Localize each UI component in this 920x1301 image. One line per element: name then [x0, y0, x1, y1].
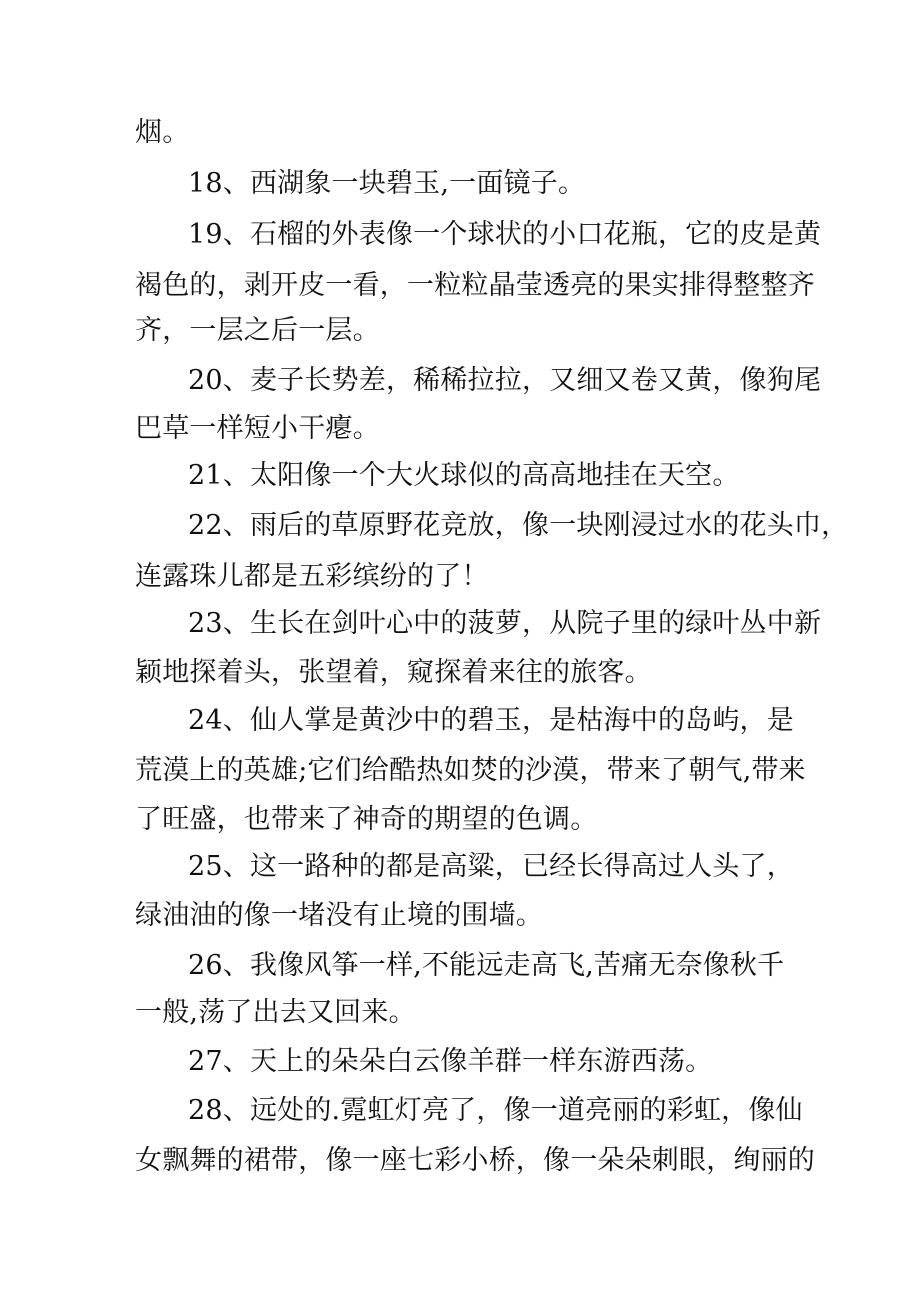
text-line: 22、雨后的草原野花竞放，像一块刚浸过水的花头巾， — [188, 510, 849, 541]
text-line: 25、这一路种的都是高粱，已经长得高过人头了， — [188, 851, 794, 882]
text-line: 绿油油的像一堵没有止境的围墙。 — [135, 900, 543, 931]
text-line: 荒漠上的英雄;它们给酷热如焚的沙漠，带来了朝气,带来 — [135, 755, 806, 786]
text-line: 23、生长在剑叶心中的菠萝，从院子里的绿叶丛中新 — [188, 608, 822, 639]
text-line: 齐，一层之后一层。 — [135, 315, 380, 346]
text-line: 26、我像风筝一样,不能远走高飞,苦痛无奈像秋千 — [188, 950, 785, 981]
text-line: 颖地探着头，张望着，窥探着来往的旅客。 — [135, 657, 652, 688]
text-line: 28、远处的.霓虹灯亮了，像一道亮丽的彩虹，像仙 — [188, 1095, 803, 1126]
text-line: 20、麦子长势差，稀稀拉拉，又细又卷又黄，像狗尾 — [188, 365, 822, 396]
text-line: 连露珠儿都是五彩缤纷的了！ — [135, 561, 489, 592]
text-line: 21、太阳像一个大火球似的高高地挂在天空。 — [188, 460, 740, 491]
text-line: 24、仙人掌是黄沙中的碧玉，是枯海中的岛屿，是 — [188, 705, 794, 736]
text-line: 18、西湖象一块碧玉,一面镜子。 — [188, 168, 586, 199]
text-line: 烟。 — [135, 117, 190, 148]
text-line: 褐色的，剥开皮一看，一粒粒晶莹透亮的果实排得整整齐 — [135, 270, 815, 301]
text-line: 27、天上的朵朵白云像羊群一样东游西荡。 — [188, 1046, 713, 1077]
text-line: 女飘舞的裙带，像一座七彩小桥，像一朵朵刺眼，绚丽的 — [135, 1145, 815, 1176]
text-line: 巴草一样短小干瘪。 — [135, 413, 380, 444]
text-line: 了旺盛，也带来了神奇的期望的色调。 — [135, 804, 598, 835]
text-line: 19、石榴的外表像一个球状的小口花瓶，它的皮是黄 — [188, 219, 822, 250]
text-line: 一般,荡了出去又回来。 — [135, 997, 416, 1028]
